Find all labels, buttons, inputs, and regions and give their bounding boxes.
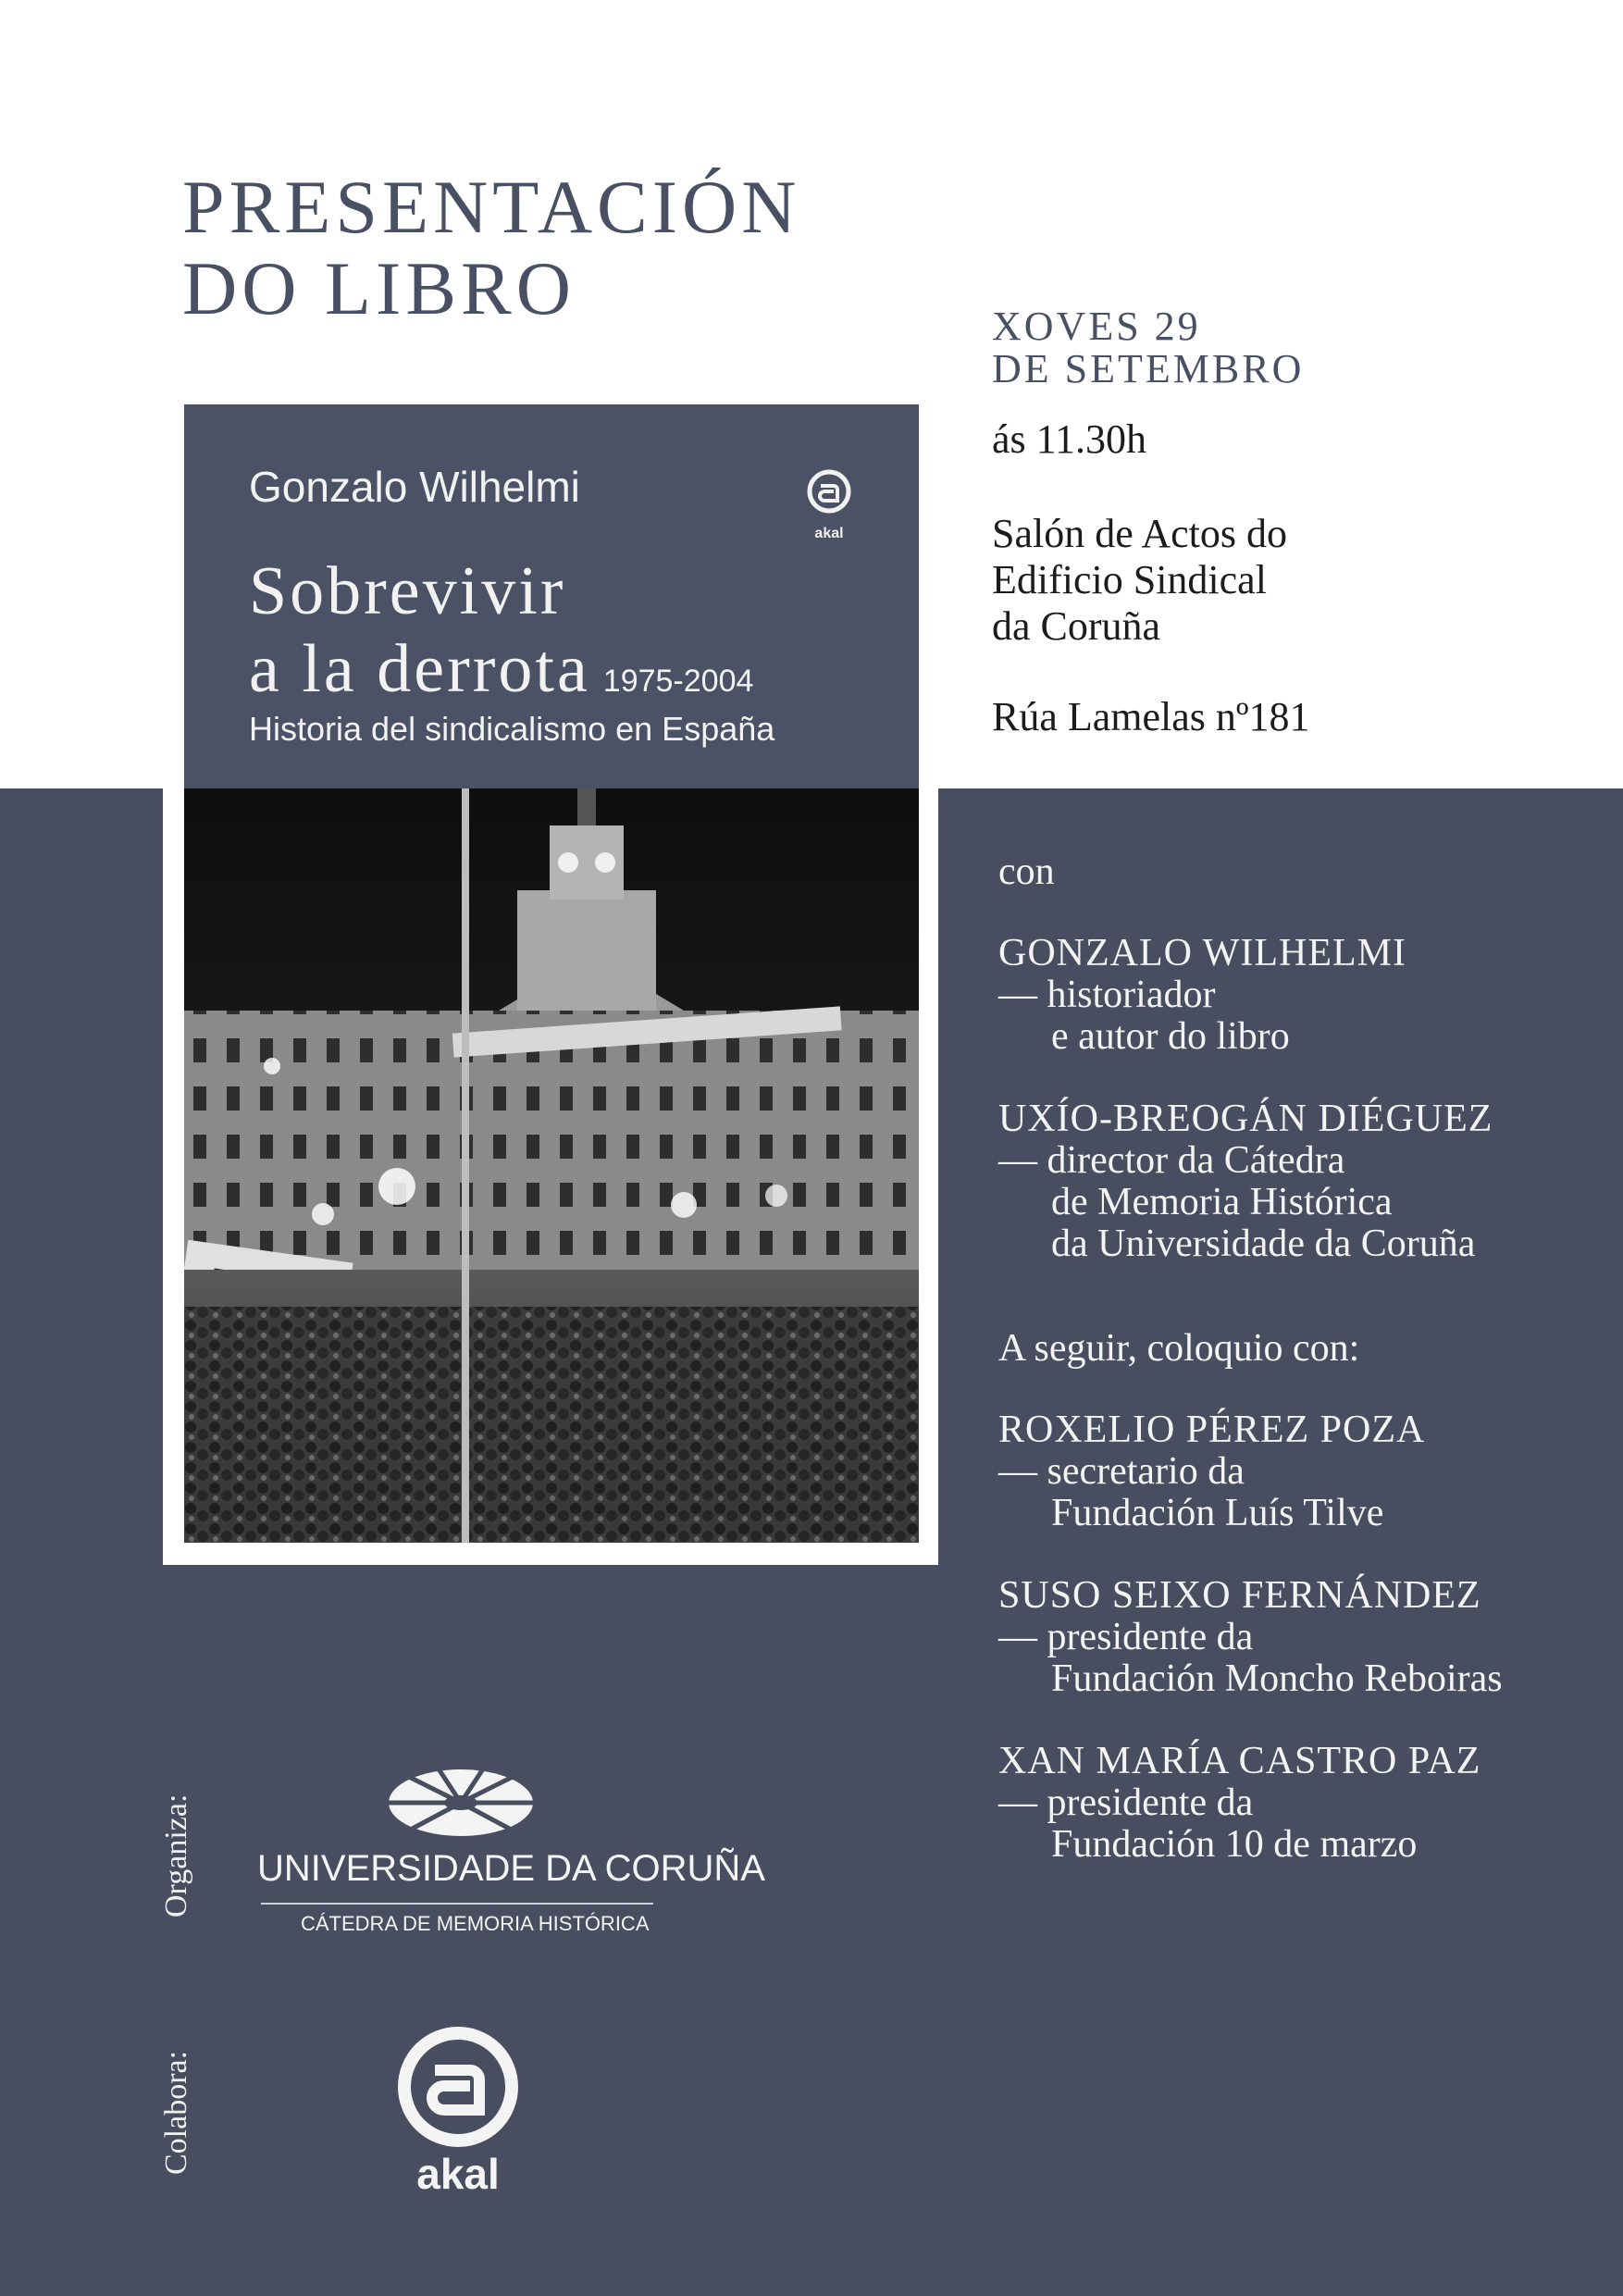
akal-logo-text: akal xyxy=(416,2150,500,2193)
venue-line-2: Edificio Sindical xyxy=(992,557,1267,602)
panelist-item xyxy=(998,1575,1503,1700)
event-address: Rúa Lamelas nº181 xyxy=(992,694,1310,739)
program-intro: con xyxy=(998,850,1055,893)
venue-line-3: da Coruña xyxy=(992,603,1161,649)
colabora-label: Colabora: xyxy=(159,2050,193,2175)
speaker-role-cont: da Universidade da Coruña xyxy=(1051,1222,1476,1265)
organiza-label: Organiza: xyxy=(159,1793,193,1917)
udc-subtitle: CÁTEDRA DE MEMORIA HISTÓRICA xyxy=(301,1912,650,1935)
speaker-role-cont: de Memoria Histórica xyxy=(1051,1181,1393,1223)
panelist-role: — presidente da xyxy=(998,1616,1254,1658)
panelist-name: XAN MARÍA CASTRO PAZ xyxy=(998,1740,1481,1782)
udc-divider xyxy=(261,1903,653,1905)
speaker-item xyxy=(998,933,1503,1058)
akal-cover-logo xyxy=(804,469,854,543)
speaker-name: GONZALO WILHELMI xyxy=(998,932,1406,974)
panelist-name: SUSO SEIXO FERNÁNDEZ xyxy=(998,1574,1481,1617)
akal-logo-icon xyxy=(389,2027,527,2193)
page-title xyxy=(182,167,800,329)
speaker-role: — director da Cátedra xyxy=(998,1139,1345,1182)
book-cover xyxy=(184,404,919,1543)
event-venue xyxy=(992,511,1287,650)
panelist-item xyxy=(998,1741,1503,1866)
program xyxy=(998,851,1503,1866)
cover-title-line-1: Sobrevivir xyxy=(249,553,566,629)
event-time: ás 11.30h xyxy=(992,416,1147,462)
event-date-line-2: DE SETEMBRO xyxy=(992,346,1305,391)
title-line-2: DO LIBRO xyxy=(182,246,576,330)
event-date xyxy=(992,305,1304,391)
udc-logo-icon xyxy=(387,1768,535,1842)
colloquium-intro: A seguir, coloquio con: xyxy=(998,1327,1360,1370)
panelist-role: — presidente da xyxy=(998,1781,1254,1824)
panelist-role: — secretario da xyxy=(998,1450,1245,1493)
cover-author: Gonzalo Wilhelmi xyxy=(249,463,580,511)
panelist-role-cont: Fundación 10 de marzo xyxy=(1051,1823,1418,1866)
cover-years: 1975-2004 xyxy=(602,664,754,699)
panelist-name: ROXELIO PÉREZ POZA xyxy=(998,1409,1426,1451)
venue-line-1: Salón de Actos do xyxy=(992,511,1287,556)
title-line-1: PRESENTACIÓN xyxy=(182,165,801,249)
panelist-role-cont: Fundación Luís Tilve xyxy=(1051,1492,1384,1534)
cover-title-line-2: a la derrota xyxy=(249,631,590,707)
udc-name: UNIVERSIDADE DA CORUÑA xyxy=(257,1848,765,1889)
event-date-line-1: XOVES 29 xyxy=(992,304,1201,349)
speaker-role-cont: e autor do libro xyxy=(1051,1015,1290,1058)
cover-photo-demonstration xyxy=(184,788,919,1543)
panelist-role-cont: Fundación Moncho Reboiras xyxy=(1051,1657,1503,1700)
panelist-item xyxy=(998,1409,1503,1534)
speaker-role: — historiador xyxy=(998,974,1216,1016)
akal-cover-logo-text: akal xyxy=(814,526,844,541)
speaker-name: UXÍO-BREOGÁN DIÉGUEZ xyxy=(998,1098,1493,1140)
speaker-item xyxy=(998,1098,1503,1265)
cover-title xyxy=(249,552,753,720)
cover-subtitle: Historia del sindicalismo en España xyxy=(249,710,775,748)
